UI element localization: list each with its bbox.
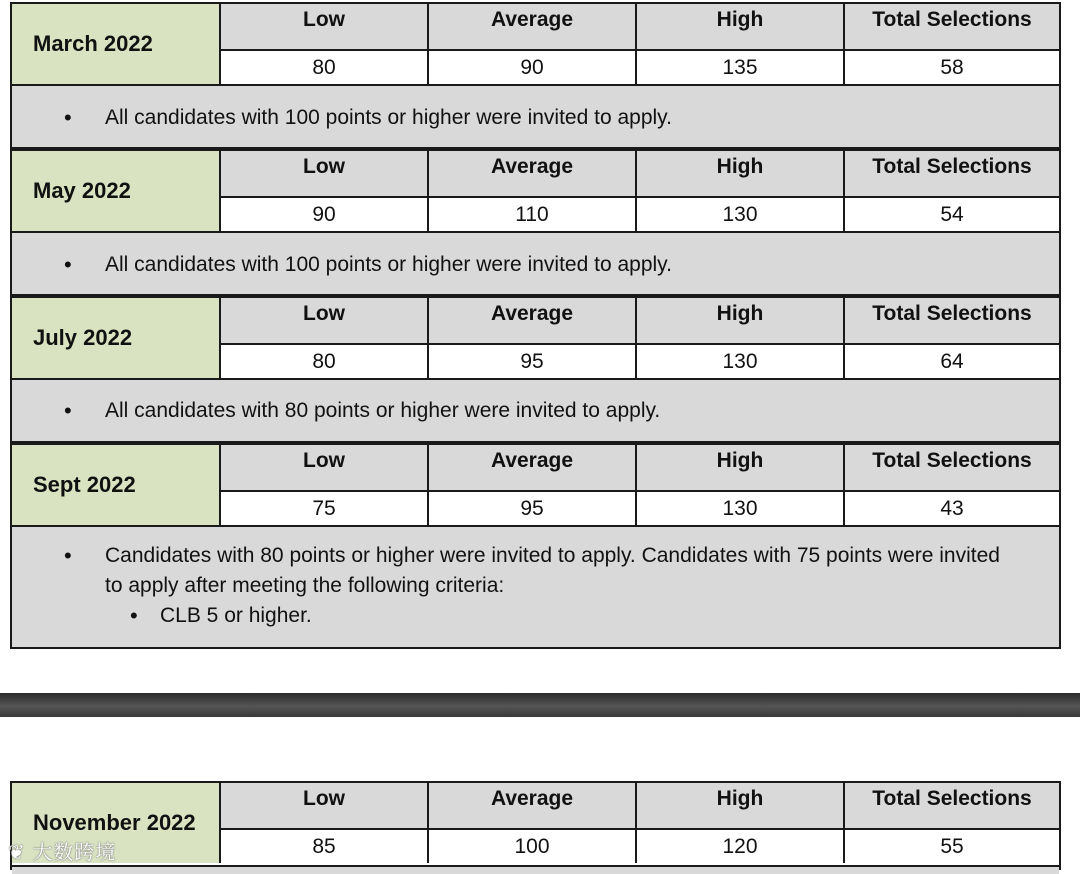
stats-cells <box>221 783 1059 863</box>
draw-table-july <box>10 296 1061 443</box>
draw-header <box>10 296 1061 378</box>
value-total: 55 <box>940 835 964 858</box>
draw-note <box>10 378 1061 443</box>
col-average: Average <box>429 783 637 828</box>
value-low: 85 <box>221 830 429 863</box>
value-low: 90 <box>221 198 429 231</box>
col-total: Total Selections <box>872 787 1032 810</box>
col-high: High <box>637 298 845 343</box>
col-average: Average <box>429 151 637 196</box>
value-high: 130 <box>637 345 845 378</box>
month-label: March 2022 <box>12 4 221 84</box>
column-headers <box>221 783 1059 830</box>
col-low: Low <box>221 783 429 828</box>
stats-cells <box>221 298 1059 378</box>
month-label: Sept 2022 <box>12 445 221 525</box>
note-bullet: • All candidates with 100 points or higher were invited to apply. <box>12 103 1059 133</box>
stats-cells <box>221 445 1059 525</box>
draw-note <box>10 231 1061 296</box>
col-high: High <box>637 445 845 490</box>
value-average: 95 <box>429 345 637 378</box>
col-high: High <box>637 151 845 196</box>
draw-table-sept <box>10 443 1061 649</box>
column-headers <box>221 445 1059 492</box>
value-high: 120 <box>637 830 845 863</box>
col-high: High <box>637 4 845 49</box>
column-headers <box>221 298 1059 345</box>
value-total: 43 <box>940 497 964 520</box>
stats-cells <box>221 4 1059 84</box>
values-row <box>221 492 1059 525</box>
col-average: Average <box>429 445 637 490</box>
draw-table-may <box>10 149 1061 296</box>
values-row <box>221 830 1059 863</box>
note-bullet: • All candidates with 80 points or higher were invited to apply. <box>12 396 1059 426</box>
note-bullet: • Candidates with 80 points or higher were invited to apply. Candidates with 75 points were invited to apply after meeting the following criteria: <box>12 541 1059 601</box>
value-high: 130 <box>637 198 845 231</box>
value-total: 54 <box>940 203 964 226</box>
month-label: July 2022 <box>12 298 221 378</box>
column-headers <box>221 151 1059 198</box>
watermark-logo-icon: ❦ <box>8 842 26 864</box>
col-total: Total Selections <box>872 302 1032 325</box>
col-total: Total Selections <box>872 8 1032 31</box>
draw-note <box>10 84 1061 149</box>
draw-table-march <box>10 2 1061 149</box>
values-row <box>221 51 1059 84</box>
value-low: 75 <box>221 492 429 525</box>
note-bullet: • All candidates with 100 points or higher were invited to apply. <box>12 250 1059 280</box>
value-high: 130 <box>637 492 845 525</box>
draw-note <box>10 525 1061 649</box>
col-low: Low <box>221 445 429 490</box>
value-low: 80 <box>221 51 429 84</box>
month-label: May 2022 <box>12 151 221 231</box>
value-total: 64 <box>940 350 964 373</box>
col-high: High <box>637 783 845 828</box>
col-average: Average <box>429 4 637 49</box>
draw-header <box>10 2 1061 84</box>
draw-header <box>10 781 1061 870</box>
col-low: Low <box>221 151 429 196</box>
draw-header <box>10 443 1061 525</box>
value-low: 80 <box>221 345 429 378</box>
value-average: 90 <box>429 51 637 84</box>
value-average: 100 <box>429 830 637 863</box>
watermark <box>8 836 116 865</box>
month-label: November 2022 <box>12 783 221 863</box>
column-headers <box>221 4 1059 51</box>
sub-note-bullet: • CLB 5 or higher. <box>12 601 1059 631</box>
values-row <box>221 198 1059 231</box>
page-divider <box>0 693 1080 717</box>
col-average: Average <box>429 298 637 343</box>
value-total: 58 <box>940 56 964 79</box>
draw-header <box>10 149 1061 231</box>
value-high: 135 <box>637 51 845 84</box>
col-low: Low <box>221 298 429 343</box>
watermark-text: 大数跨境 <box>32 842 117 864</box>
col-total: Total Selections <box>872 449 1032 472</box>
col-low: Low <box>221 4 429 49</box>
values-row <box>221 345 1059 378</box>
value-average: 95 <box>429 492 637 525</box>
col-total: Total Selections <box>872 155 1032 178</box>
value-average: 110 <box>429 198 637 231</box>
stats-cells <box>221 151 1059 231</box>
draw-table-november <box>10 781 1061 870</box>
